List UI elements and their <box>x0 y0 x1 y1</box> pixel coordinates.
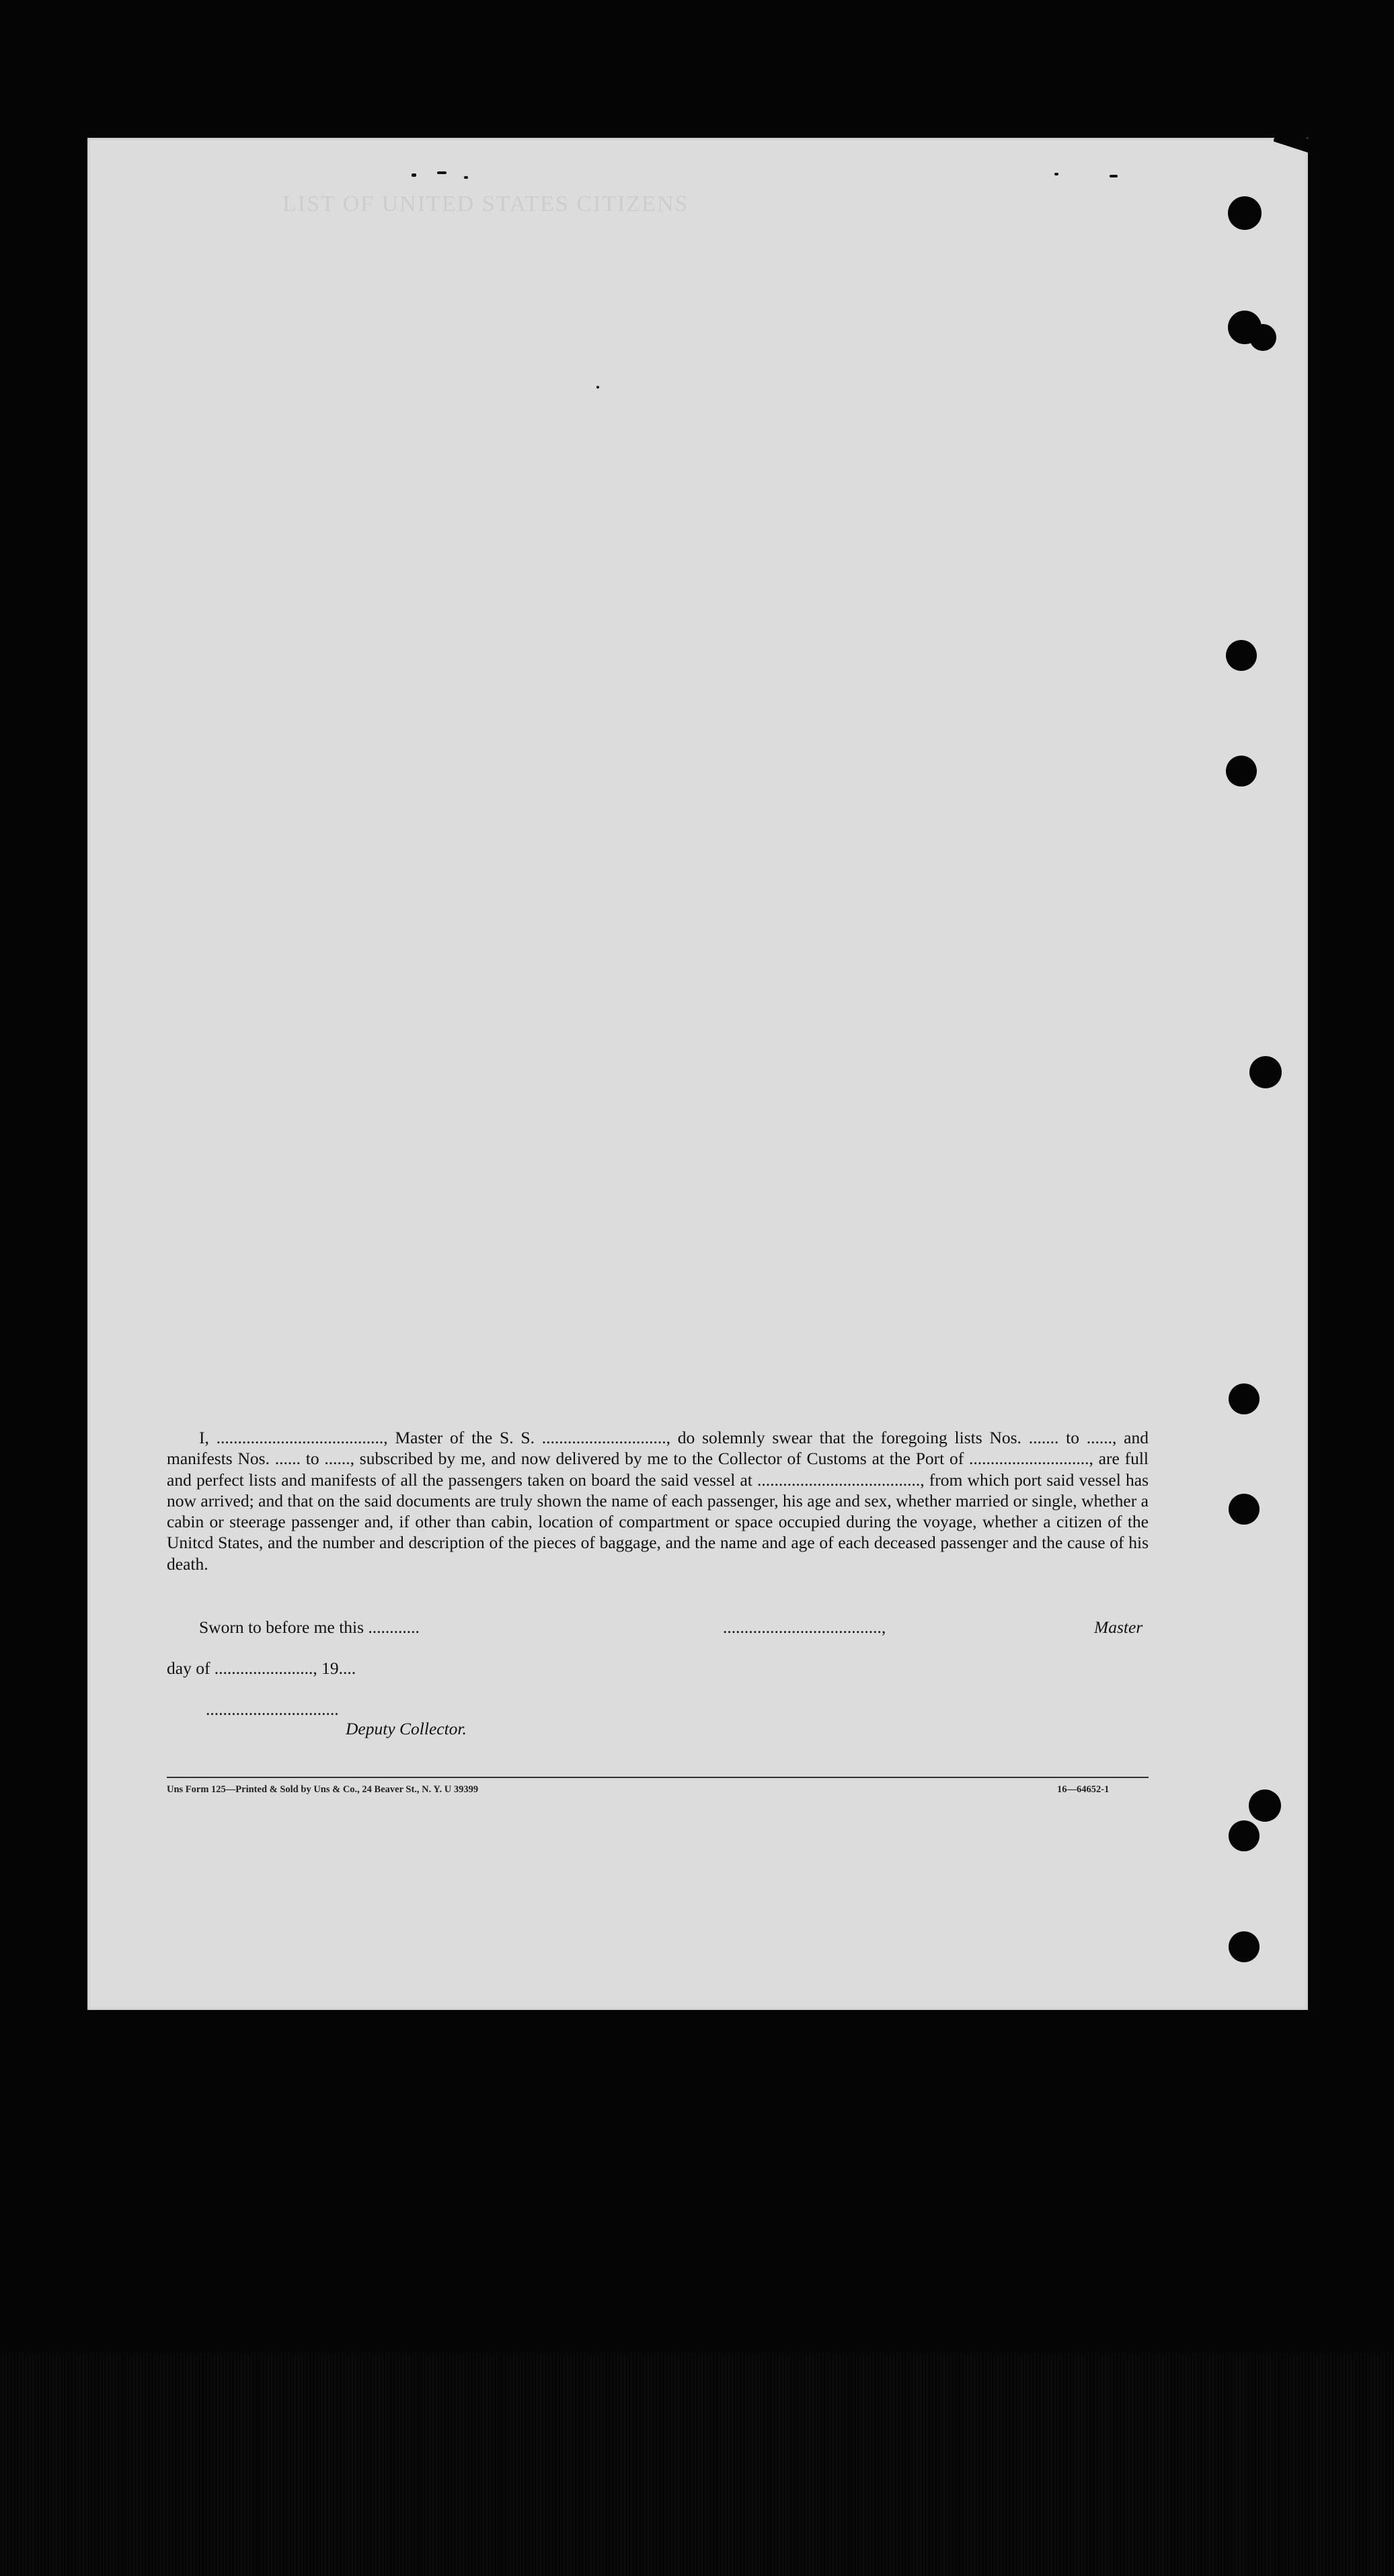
punch-hole <box>1249 1056 1282 1088</box>
form-number: 16—64652-1 <box>1057 1784 1110 1795</box>
punch-hole <box>1249 1789 1281 1822</box>
oath-paragraph <box>167 1427 1149 1574</box>
ink-speck <box>596 386 599 389</box>
punch-hole <box>1226 640 1257 671</box>
ink-speck <box>412 173 416 177</box>
day-line: day of ......................., 19.... <box>167 1658 356 1678</box>
footer-rule <box>167 1777 1149 1778</box>
document-page <box>87 138 1308 2010</box>
punch-hole <box>1229 1494 1260 1525</box>
collector-signature-dots: ............................... <box>206 1699 339 1719</box>
ink-speck <box>464 176 468 179</box>
ink-speck <box>1110 175 1118 177</box>
punch-hole <box>1229 1820 1260 1851</box>
punch-hole <box>1229 1931 1260 1962</box>
punch-hole <box>1249 324 1276 351</box>
punch-hole <box>1226 756 1257 787</box>
bleed-through-header: LIST OF UNITED STATES CITIZENS <box>282 192 689 216</box>
ink-speck <box>1054 173 1058 175</box>
punch-hole <box>1229 1383 1260 1414</box>
film-edge-noise <box>0 2353 1394 2576</box>
deputy-collector-label: Deputy Collector. <box>346 1719 467 1738</box>
ink-speck <box>437 171 447 174</box>
master-signature-dots: ....................................., <box>723 1617 886 1637</box>
master-label: Master <box>1094 1617 1143 1637</box>
form-imprint: Uns Form 125—Printed & Sold by Uns & Co., 24 Beaver St., N. Y. U 39399 <box>167 1784 479 1795</box>
punch-hole <box>1228 196 1262 230</box>
sworn-line: Sworn to before me this ............ <box>199 1617 420 1637</box>
oath-text: I, ......................................., Master of the S. S. ............................., do solemnly swear that the foregoing lists Nos. ....... to ......, and manifests Nos. ...... to ......, subscribed by me, and now delivered by me to the Collector of Customs at the Port of ............................, are full and perfect lists and manifests of all the passengers taken on board the said vessel at ......................................, from which port said vessel has now arrived; and that on the said documents are truly shown the name of each passenger, his age and sex, whether married or single, whether a cabin or steerage passenger and, if other than cabin, location of compartment or space occupied during the voyage, whether a citizen of the Unitcd States, and the number and description of the pieces of baggage, and the name and age of each deceased passenger and the cause of his death. <box>167 1428 1149 1574</box>
